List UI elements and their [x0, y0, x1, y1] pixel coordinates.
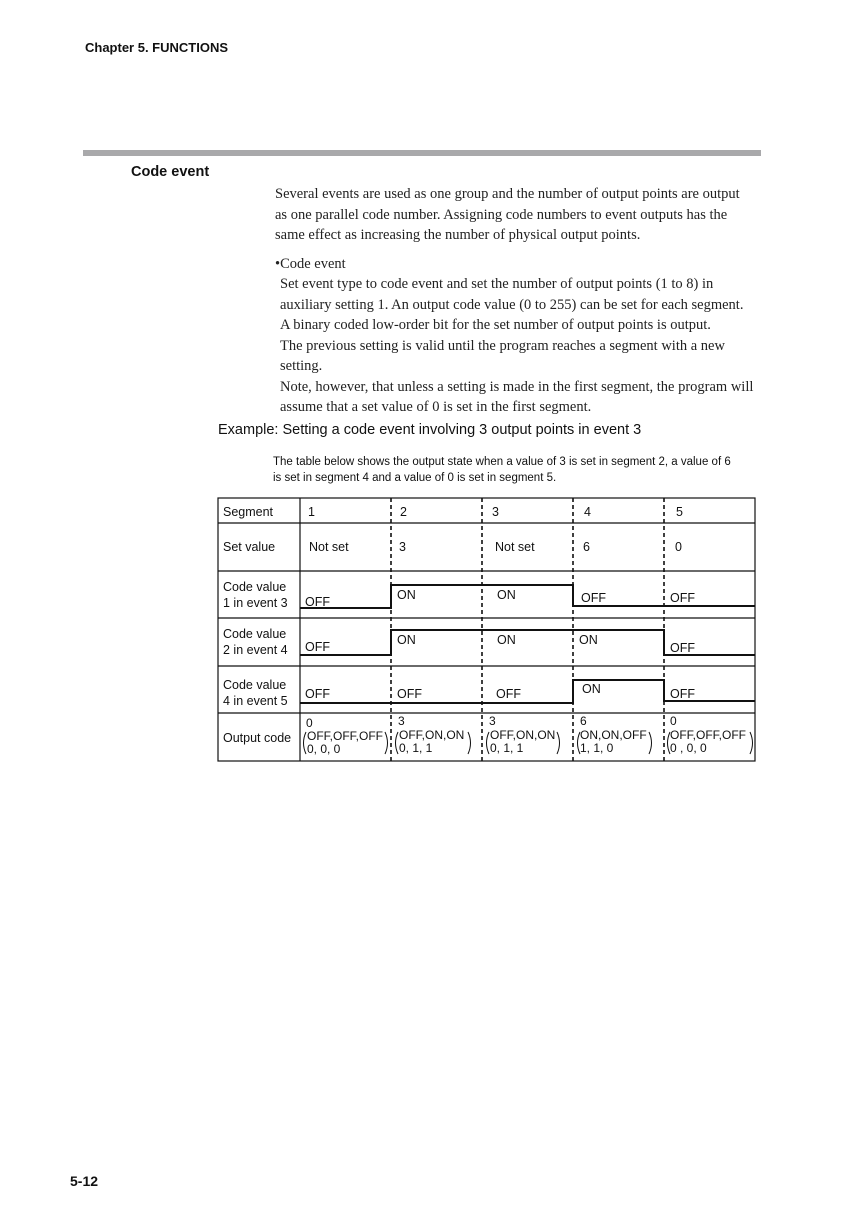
segment-number: 4	[584, 505, 591, 519]
left-paren-icon	[396, 732, 399, 754]
segment-number: 3	[492, 505, 499, 519]
section-title: Code event	[131, 164, 210, 180]
bullet-line: Set event type to code event and set the number of output points (1 to 8) in	[280, 276, 714, 292]
output-code-value: 6	[580, 714, 587, 728]
caption-line: is set in segment 4 and a value of 0 is set in segment 5.	[273, 472, 557, 484]
page-number: 5-12	[70, 1173, 99, 1189]
example-title: Example: Setting a code event involving 3 output points in event 3	[218, 422, 642, 438]
left-paren-icon	[487, 732, 490, 754]
row-label-code-value-2: 2 in event 4	[223, 643, 288, 657]
right-paren-icon	[750, 732, 753, 754]
row-label-set-value: Set value	[223, 540, 276, 554]
bullet-line: Note, however, that unless a setting is made in the first segment, the program will	[280, 378, 754, 395]
output-code-bits: 0, 0, 0	[307, 742, 341, 756]
left-paren-icon	[304, 732, 307, 754]
bullet-line: assume that a set value of 0 is set in the first segment.	[280, 399, 592, 415]
state-label: ON	[497, 588, 516, 602]
output-code-bits: 0 , 0, 0	[670, 741, 707, 755]
row-label-code-value-1: 1 in event 3	[223, 596, 288, 610]
state-label: OFF	[305, 640, 330, 654]
state-label: ON	[497, 633, 516, 647]
bullet-title: •Code event	[275, 256, 346, 272]
output-code-value: 0	[670, 714, 677, 728]
state-label: OFF	[670, 591, 695, 605]
segment-number: 2	[400, 505, 407, 519]
set-value: Not set	[309, 540, 349, 554]
bullet-line: auxiliary setting 1. An output code value (0 to 255) can be set for each segment.	[280, 296, 744, 313]
intro-line: Several events are used as one group and the number of output points are output	[275, 186, 740, 202]
state-label: OFF	[397, 687, 422, 701]
output-code-states: OFF,ON,ON	[490, 728, 556, 742]
state-label: OFF	[305, 687, 330, 701]
row-label-code-value-4: Code value	[223, 678, 287, 692]
segment-number: 5	[676, 505, 683, 519]
row-label-segment: Segment	[223, 505, 274, 519]
state-label: OFF	[670, 641, 695, 655]
set-value: Not set	[495, 540, 535, 554]
right-paren-icon	[385, 732, 388, 754]
state-label: OFF	[670, 687, 695, 701]
intro-line: same effect as increasing the number of physical output points.	[275, 227, 641, 243]
row-label-code-value-1: Code value	[223, 580, 287, 594]
intro-line: as one parallel code number. Assigning code numbers to event outputs has the	[275, 206, 728, 223]
right-paren-icon	[649, 732, 652, 754]
output-code-value: 3	[489, 714, 496, 728]
state-label: ON	[397, 633, 416, 647]
state-label: OFF	[581, 591, 606, 605]
output-code-states: OFF,OFF,OFF	[307, 729, 383, 743]
right-paren-icon	[557, 732, 560, 754]
output-code-states: OFF,ON,ON	[399, 728, 465, 742]
state-label: OFF	[305, 595, 330, 609]
state-label: ON	[579, 633, 598, 647]
output-code-states: ON,ON,OFF	[580, 728, 647, 742]
output-code-bits: 0, 1, 1	[399, 741, 433, 755]
chapter-header: Chapter 5. FUNCTIONS	[85, 40, 229, 55]
row-label-code-value-2: Code value	[223, 627, 287, 641]
output-code-value: 3	[398, 714, 405, 728]
segment-number: 1	[308, 505, 315, 519]
output-code-value: 0	[306, 716, 313, 730]
output-code-states: OFF,OFF,OFF	[670, 728, 746, 742]
state-label: ON	[582, 682, 601, 696]
state-label: ON	[397, 588, 416, 602]
set-value: 3	[399, 540, 406, 554]
set-value: 0	[675, 540, 682, 554]
row-label-output-code: Output code	[223, 731, 292, 745]
bullet-line: A binary coded low-order bit for the set number of output points is output.	[280, 317, 711, 333]
set-value: 6	[583, 540, 590, 554]
state-label: OFF	[496, 687, 521, 701]
output-code-bits: 1, 1, 0	[580, 741, 614, 755]
output-code-bits: 0, 1, 1	[490, 741, 524, 755]
right-paren-icon	[468, 732, 471, 754]
bullet-line: The previous setting is valid until the program reaches a segment with a new	[280, 337, 725, 354]
bullet-line: setting.	[280, 358, 323, 374]
row-label-code-value-4: 4 in event 5	[223, 694, 288, 708]
caption-line: The table below shows the output state when a value of 3 is set in segment 2, a value of 6	[273, 456, 731, 468]
